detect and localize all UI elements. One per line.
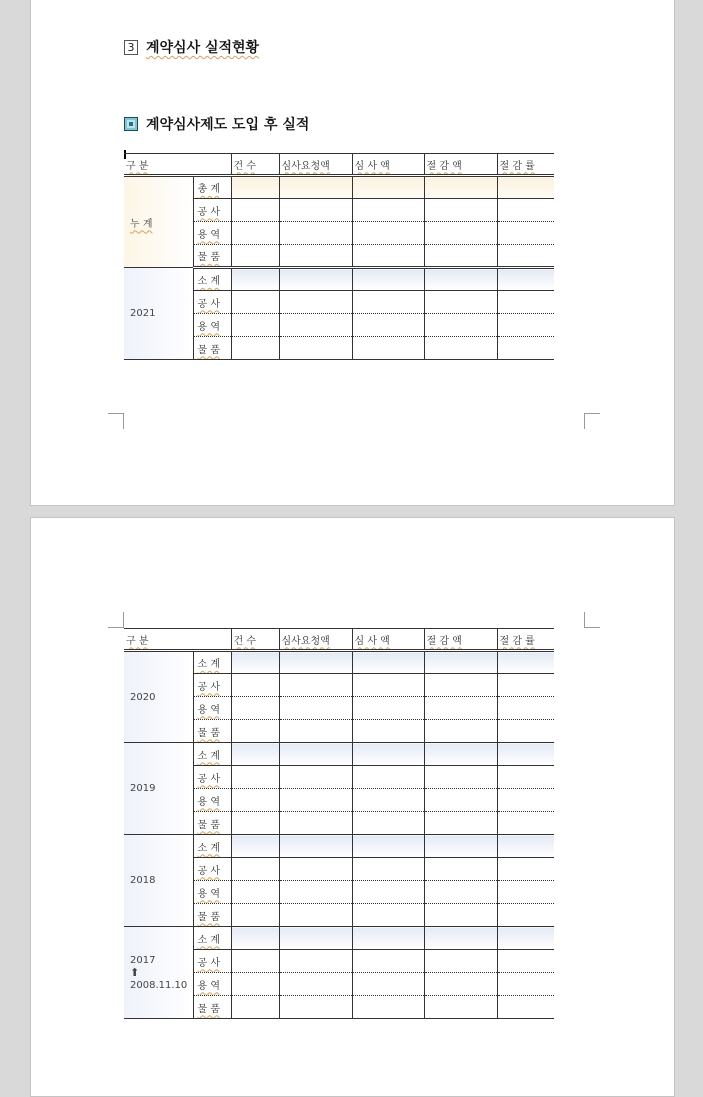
sub-category-cell[interactable]: [193, 268, 231, 291]
data-cell[interactable]: [279, 835, 352, 858]
column-header[interactable]: [352, 154, 424, 176]
table-row: [124, 268, 554, 291]
sub-category-cell[interactable]: [193, 858, 231, 881]
data-cell[interactable]: [279, 996, 352, 1019]
sub-category-cell[interactable]: [193, 697, 231, 720]
data-cell[interactable]: [497, 996, 554, 1019]
data-cell[interactable]: [497, 245, 554, 268]
group-label: 2019: [130, 783, 156, 794]
sub-category-cell[interactable]: [193, 314, 231, 337]
group-label-secondary: 2008.11.10: [130, 979, 188, 991]
data-cell[interactable]: [424, 743, 497, 766]
data-cell[interactable]: [424, 812, 497, 835]
data-cell[interactable]: [231, 245, 279, 268]
data-cell[interactable]: [497, 176, 554, 199]
sub-category-cell[interactable]: [193, 996, 231, 1019]
data-cell[interactable]: [497, 927, 554, 950]
data-cell[interactable]: [279, 314, 352, 337]
data-cell[interactable]: [424, 314, 497, 337]
data-cell[interactable]: [424, 720, 497, 743]
data-cell[interactable]: [279, 881, 352, 904]
column-header-label: 구 분: [126, 635, 149, 647]
sub-category-label: 용 역: [197, 980, 220, 992]
sub-category-label: 물 품: [197, 911, 220, 923]
sub-category-cell[interactable]: [193, 950, 231, 973]
data-cell[interactable]: [497, 697, 554, 720]
table-row: [124, 176, 554, 199]
data-cell[interactable]: [231, 904, 279, 927]
data-cell[interactable]: [231, 950, 279, 973]
sub-category-cell[interactable]: [193, 720, 231, 743]
group-label: 2020: [130, 691, 156, 703]
table-row: [124, 743, 554, 766]
data-cell[interactable]: [231, 835, 279, 858]
column-header[interactable]: [352, 629, 424, 651]
data-cell[interactable]: [279, 720, 352, 743]
data-cell[interactable]: [424, 881, 497, 904]
data-cell[interactable]: [352, 291, 424, 314]
group-label: 2017: [130, 954, 156, 966]
data-cell[interactable]: [352, 927, 424, 950]
results-table-page-1[interactable]: [124, 153, 554, 360]
sub-category-label: 물 품: [197, 1003, 220, 1015]
data-cell[interactable]: [231, 314, 279, 337]
column-header-label: 심사요청액: [281, 635, 330, 647]
table-row: [124, 835, 554, 858]
sub-category-cell[interactable]: [193, 904, 231, 927]
data-cell[interactable]: [279, 697, 352, 720]
sub-category-cell[interactable]: [193, 812, 231, 835]
group-label-cell[interactable]: [124, 835, 193, 927]
data-cell[interactable]: [424, 950, 497, 973]
sub-category-cell[interactable]: [193, 222, 231, 245]
data-cell[interactable]: [424, 651, 497, 674]
data-cell[interactable]: [279, 245, 352, 268]
data-cell[interactable]: [279, 291, 352, 314]
data-cell[interactable]: [352, 973, 424, 996]
heading-text: 계약심사 실적현황: [146, 40, 260, 56]
results-table-page-2[interactable]: [124, 628, 554, 1019]
data-cell[interactable]: [497, 222, 554, 245]
sub-category-label: 총 계: [197, 184, 220, 195]
data-cell[interactable]: [231, 337, 279, 360]
group-label-cell[interactable]: [124, 927, 193, 1019]
sub-category-label: 용 역: [197, 229, 220, 241]
data-cell[interactable]: [279, 904, 352, 927]
data-cell[interactable]: [352, 268, 424, 291]
data-cell[interactable]: [424, 176, 497, 199]
margin-corner-top-right: [584, 612, 600, 628]
column-header-label: 절 감 액: [426, 635, 462, 647]
margin-corner-bottom-right: [584, 413, 600, 429]
square-bullet-icon: [124, 117, 138, 131]
data-cell[interactable]: [231, 789, 279, 812]
data-cell[interactable]: [424, 222, 497, 245]
sub-category-cell[interactable]: [193, 291, 231, 314]
column-header[interactable]: [124, 629, 231, 651]
data-cell[interactable]: [497, 858, 554, 881]
column-header-label: 절 감 률: [499, 160, 535, 172]
data-cell[interactable]: [231, 743, 279, 766]
data-cell[interactable]: [352, 222, 424, 245]
data-cell[interactable]: [424, 268, 497, 291]
heading-number-box: 3: [124, 40, 138, 55]
data-cell[interactable]: [424, 858, 497, 881]
sub-category-label: 공 사: [197, 957, 220, 969]
data-cell[interactable]: [497, 720, 554, 743]
column-header[interactable]: [231, 154, 279, 176]
column-header-label: 절 감 률: [499, 635, 535, 647]
sub-category-cell[interactable]: [193, 835, 231, 858]
data-cell[interactable]: [424, 674, 497, 697]
data-cell[interactable]: [497, 904, 554, 927]
data-cell[interactable]: [352, 651, 424, 674]
data-cell[interactable]: [231, 199, 279, 222]
sub-category-cell[interactable]: [193, 973, 231, 996]
data-cell[interactable]: [279, 927, 352, 950]
data-cell[interactable]: [424, 927, 497, 950]
data-cell[interactable]: [231, 268, 279, 291]
document-page-2: [30, 517, 675, 1097]
data-cell[interactable]: [352, 858, 424, 881]
data-cell[interactable]: [231, 720, 279, 743]
data-cell[interactable]: [424, 789, 497, 812]
data-cell[interactable]: [352, 766, 424, 789]
table-header-row: [124, 154, 554, 176]
sub-heading-text: 계약심사제도 도입 후 실적: [146, 117, 310, 133]
data-cell[interactable]: [497, 743, 554, 766]
data-cell[interactable]: [231, 651, 279, 674]
data-cell[interactable]: [352, 835, 424, 858]
column-header[interactable]: [279, 154, 352, 176]
sub-category-label: 용 역: [197, 704, 220, 716]
margin-corner-bottom-left: [108, 413, 124, 429]
sub-category-label: 공 사: [197, 298, 220, 310]
group-label: 2021: [130, 308, 156, 319]
data-cell[interactable]: [497, 337, 554, 360]
sub-category-label: 공 사: [197, 681, 220, 693]
data-cell[interactable]: [352, 720, 424, 743]
data-cell[interactable]: [279, 199, 352, 222]
sub-category-label: 공 사: [197, 865, 220, 877]
data-cell[interactable]: [352, 950, 424, 973]
data-cell[interactable]: [497, 812, 554, 835]
data-cell[interactable]: [279, 176, 352, 199]
sub-category-cell[interactable]: [193, 337, 231, 360]
data-cell[interactable]: [424, 697, 497, 720]
data-cell[interactable]: [231, 697, 279, 720]
data-cell[interactable]: [279, 651, 352, 674]
data-cell[interactable]: [424, 835, 497, 858]
column-header[interactable]: [497, 154, 554, 176]
data-cell[interactable]: [279, 268, 352, 291]
sub-category-cell[interactable]: [193, 881, 231, 904]
data-cell[interactable]: [424, 766, 497, 789]
data-cell[interactable]: [352, 996, 424, 1019]
data-cell[interactable]: [424, 245, 497, 268]
table-header-row: [124, 629, 554, 651]
column-header-label: 심 사 액: [354, 635, 390, 647]
section-heading: [124, 37, 259, 57]
sub-category-label: 소 계: [197, 934, 220, 946]
group-label-cell[interactable]: [124, 743, 193, 835]
column-header-label: 심 사 액: [354, 160, 390, 172]
document-page-1: [30, 0, 675, 506]
data-cell[interactable]: [497, 766, 554, 789]
data-cell[interactable]: [352, 812, 424, 835]
data-cell[interactable]: [279, 858, 352, 881]
sub-category-cell[interactable]: [193, 743, 231, 766]
column-header-label: 구 분: [126, 160, 149, 172]
arrow-up-icon: ⬆: [130, 965, 140, 979]
data-cell[interactable]: [497, 199, 554, 222]
data-cell[interactable]: [231, 858, 279, 881]
sub-category-label: 공 사: [197, 206, 220, 218]
data-cell[interactable]: [231, 927, 279, 950]
margin-corner-top-left: [108, 612, 124, 628]
column-header-label: 절 감 액: [426, 160, 462, 172]
data-cell[interactable]: [231, 996, 279, 1019]
data-cell[interactable]: [497, 314, 554, 337]
data-cell[interactable]: [352, 337, 424, 360]
column-header-label: 건 수: [233, 635, 256, 647]
data-cell[interactable]: [352, 904, 424, 927]
sub-category-cell[interactable]: [193, 674, 231, 697]
data-cell[interactable]: [497, 651, 554, 674]
data-cell[interactable]: [279, 766, 352, 789]
data-cell[interactable]: [352, 881, 424, 904]
sub-category-label: 소 계: [197, 659, 220, 670]
data-cell[interactable]: [279, 674, 352, 697]
data-cell[interactable]: [424, 337, 497, 360]
sub-category-label: 물 품: [197, 727, 220, 739]
data-cell[interactable]: [424, 996, 497, 1019]
column-header[interactable]: [497, 629, 554, 651]
table-row: [124, 927, 554, 950]
data-cell[interactable]: [231, 766, 279, 789]
sub-category-label: 소 계: [197, 276, 220, 287]
data-cell[interactable]: [279, 950, 352, 973]
data-cell[interactable]: [352, 314, 424, 337]
data-cell[interactable]: [231, 674, 279, 697]
data-cell[interactable]: [279, 743, 352, 766]
data-cell[interactable]: [279, 973, 352, 996]
data-cell[interactable]: [352, 176, 424, 199]
sub-category-cell[interactable]: [193, 927, 231, 950]
sub-category-label: 소 계: [197, 842, 220, 854]
data-cell[interactable]: [424, 973, 497, 996]
data-cell[interactable]: [497, 950, 554, 973]
column-header[interactable]: [279, 629, 352, 651]
data-cell[interactable]: [231, 812, 279, 835]
table-row: [124, 651, 554, 674]
data-cell[interactable]: [231, 176, 279, 199]
group-label-cell[interactable]: [124, 268, 193, 360]
sub-category-cell[interactable]: [193, 789, 231, 812]
sub-category-cell[interactable]: [193, 199, 231, 222]
data-cell[interactable]: [279, 789, 352, 812]
data-cell[interactable]: [497, 835, 554, 858]
sub-category-label: 소 계: [197, 750, 220, 762]
sub-category-cell[interactable]: [193, 176, 231, 199]
data-cell[interactable]: [352, 789, 424, 812]
data-cell[interactable]: [497, 973, 554, 996]
data-cell[interactable]: [231, 222, 279, 245]
column-header-label: 건 수: [233, 160, 256, 172]
data-cell[interactable]: [424, 199, 497, 222]
sub-category-label: 물 품: [197, 819, 220, 831]
sub-heading: [124, 114, 309, 134]
sub-category-cell[interactable]: [193, 245, 231, 268]
sub-category-label: 공 사: [197, 773, 220, 785]
group-label-cell[interactable]: [124, 651, 193, 743]
data-cell[interactable]: [231, 291, 279, 314]
data-cell[interactable]: [497, 881, 554, 904]
data-cell[interactable]: [352, 674, 424, 697]
column-header[interactable]: [231, 629, 279, 651]
data-cell[interactable]: [279, 222, 352, 245]
data-cell[interactable]: [497, 674, 554, 697]
data-cell[interactable]: [231, 881, 279, 904]
data-cell[interactable]: [352, 199, 424, 222]
data-cell[interactable]: [231, 973, 279, 996]
column-header[interactable]: [124, 154, 231, 176]
sub-category-label: 물 품: [197, 252, 220, 263]
sub-category-label: 용 역: [197, 888, 220, 900]
data-cell[interactable]: [279, 812, 352, 835]
sub-category-cell[interactable]: [193, 651, 231, 674]
group-label: 누 계: [130, 218, 153, 230]
group-label-cell[interactable]: [124, 176, 193, 268]
data-cell[interactable]: [352, 697, 424, 720]
column-header-label: 심사요청액: [281, 160, 330, 172]
sub-category-cell[interactable]: [193, 766, 231, 789]
data-cell[interactable]: [279, 337, 352, 360]
column-header[interactable]: [424, 629, 497, 651]
group-label: 2018: [130, 875, 156, 886]
data-cell[interactable]: [352, 743, 424, 766]
data-cell[interactable]: [424, 291, 497, 314]
sub-category-label: 물 품: [197, 344, 220, 356]
column-header[interactable]: [424, 154, 497, 176]
sub-category-label: 용 역: [197, 321, 220, 333]
sub-category-label: 용 역: [197, 796, 220, 808]
data-cell[interactable]: [497, 291, 554, 314]
data-cell[interactable]: [497, 789, 554, 812]
data-cell[interactable]: [424, 904, 497, 927]
data-cell[interactable]: [497, 268, 554, 291]
data-cell[interactable]: [352, 245, 424, 268]
